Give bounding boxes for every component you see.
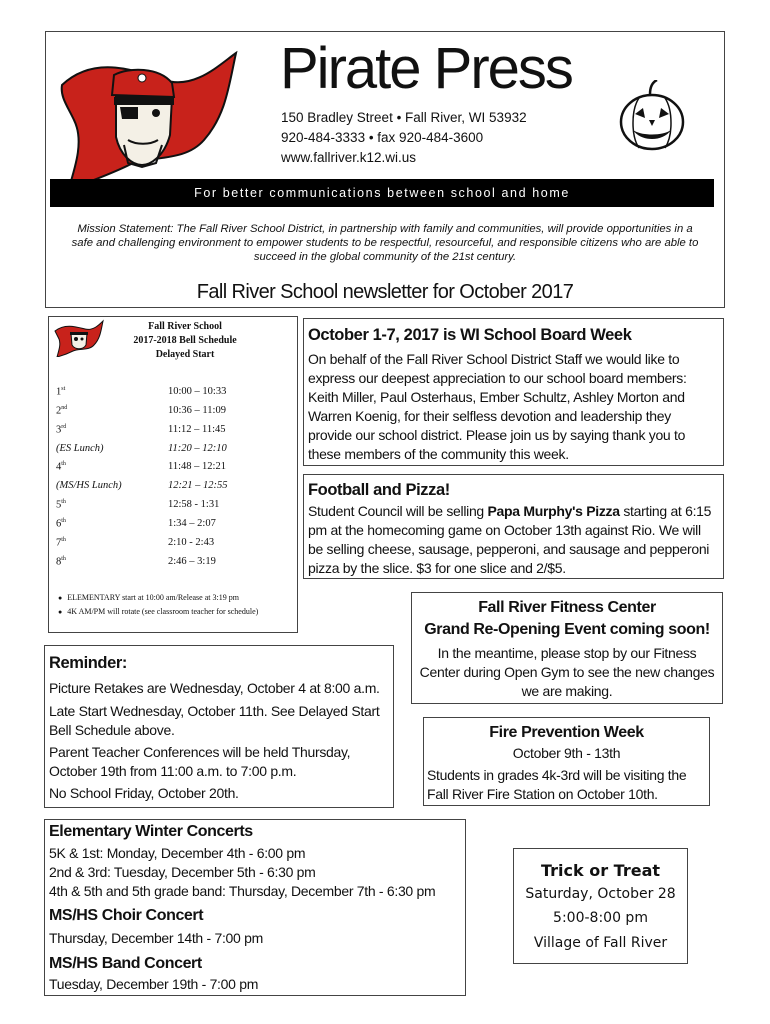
schedule-row xyxy=(56,499,286,513)
schedule-title xyxy=(110,320,260,362)
schedule-period: 5th xyxy=(56,499,66,511)
concert-line: 5K & 1st: Monday, December 4th - 6:00 pm xyxy=(49,845,306,861)
board-week-heading: October 1-7, 2017 is WI School Board Week xyxy=(308,326,632,344)
schedule-period: 3rd xyxy=(56,424,67,436)
schedule-row xyxy=(56,461,286,475)
schedule-period: 1st xyxy=(56,386,66,398)
pumpkin-icon xyxy=(617,80,687,152)
concert-line: 2nd & 3rd: Tuesday, December 5th - 6:30 pm xyxy=(49,864,316,880)
schedule-period: 6th xyxy=(56,518,66,530)
schedule-time: 2:10 - 2:43 xyxy=(168,537,215,548)
schedule-period: 4th xyxy=(56,461,66,473)
trick-or-treat-place: Village of Fall River xyxy=(533,935,668,951)
schedule-title-line: Fall River School xyxy=(148,321,222,332)
schedule-row xyxy=(56,537,286,551)
reminder-item: No School Friday, October 20th. xyxy=(49,785,239,801)
fire-heading: Fire Prevention Week xyxy=(489,724,644,741)
football-body xyxy=(308,502,718,578)
schedule-row xyxy=(56,386,286,400)
board-week-box xyxy=(303,318,724,466)
reminder-box xyxy=(44,645,394,808)
schedule-row xyxy=(56,405,286,419)
schedule-row xyxy=(56,518,286,532)
schedule-period: 2nd xyxy=(56,405,68,417)
schedule-time: 11:48 – 12:21 xyxy=(168,461,226,472)
trick-or-treat-time: 5:00-8:00 pm xyxy=(553,910,648,926)
schedule-period: (ES Lunch) xyxy=(56,443,104,454)
mission-statement: Mission Statement: The Fall River School District, in partnership with family and communities, will provide opportunities in a safe and challenging environment to empower students to be respectful, resourceful, and responsible citizens who are able to succeed in the global community of the 21st century. xyxy=(71,223,699,263)
schedule-time: 12:58 - 1:31 xyxy=(168,499,220,510)
football-body-text: Student Council will be selling xyxy=(308,503,488,519)
choir-concert-heading: MS/HS Choir Concert xyxy=(49,907,204,924)
reminder-heading: Reminder: xyxy=(49,654,127,672)
schedule-time: 11:12 – 11:45 xyxy=(168,424,226,435)
trick-or-treat-heading: Trick or Treat xyxy=(540,861,661,880)
pirate-flag-icon xyxy=(53,319,105,357)
fitness-box xyxy=(411,592,723,704)
schedule-title-line: 2017-2018 Bell Schedule xyxy=(133,335,237,346)
schedule-time: 1:34 – 2:07 xyxy=(168,518,216,529)
schedule-time: 12:21 – 12:55 xyxy=(168,480,228,491)
schedule-note: ● 4K AM/PM will rotate (see classroom teacher for schedule) xyxy=(58,607,258,616)
fire-body: Students in grades 4k-3rd will be visiting the Fall River Fire Station on October 10th. xyxy=(427,767,687,802)
schedule-time: 11:20 – 12:10 xyxy=(168,443,227,454)
schedule-note: ● ELEMENTARY start at 10:00 am/Release at 3:19 pm xyxy=(58,593,239,602)
fitness-heading: Fall River Fitness Center xyxy=(478,599,656,616)
elementary-concerts-heading: Elementary Winter Concerts xyxy=(49,823,253,840)
concert-line: 4th & 5th and 5th grade band: Thursday, December 7th - 6:30 pm xyxy=(49,883,436,899)
football-body-text: starting at 6:15 pm at the homecoming game on October 13th against Rio. We will be selling cheese, sausage, pepperoni, and sausage and pepperoni pizza by the slice. $3 for one slice and 2/$5. xyxy=(308,503,712,576)
band-concert-date: Tuesday, December 19th - 7:00 pm xyxy=(49,976,259,992)
address-line: 150 Bradley Street • Fall River, WI 53932 xyxy=(281,110,527,125)
schedule-period: 8th xyxy=(56,556,66,568)
fire-prevention-box xyxy=(423,717,710,806)
pizza-vendor: Papa Murphy's Pizza xyxy=(487,503,620,519)
schedule-period: (MS/HS Lunch) xyxy=(56,480,122,491)
reminder-item: Late Start Wednesday, October 11th. See Delayed Start Bell Schedule above. xyxy=(49,703,380,738)
football-heading: Football and Pizza! xyxy=(308,481,450,499)
band-concert-heading: MS/HS Band Concert xyxy=(49,955,202,972)
trick-or-treat-box xyxy=(513,848,688,964)
concerts-box xyxy=(44,819,466,996)
website-link[interactable]: www.fallriver.k12.wi.us xyxy=(281,150,417,165)
tagline-bar: For better communications between school and home xyxy=(50,179,714,207)
football-box xyxy=(303,474,724,579)
schedule-title-line: Delayed Start xyxy=(155,349,215,360)
fire-dates: October 9th - 13th xyxy=(512,745,621,761)
reminder-item: Picture Retakes are Wednesday, October 4 at 8:00 a.m. xyxy=(49,680,380,696)
choir-concert-date: Thursday, December 14th - 7:00 pm xyxy=(49,930,263,946)
schedule-time: 10:36 – 11:09 xyxy=(168,405,226,416)
newsletter-title: Fall River School newsletter for October 2017 xyxy=(196,281,574,303)
newsletter-masthead-title: Pirate Press xyxy=(280,36,572,101)
fitness-subheading: Grand Re-Opening Event coming soon! xyxy=(424,621,710,638)
schedule-time: 2:46 – 3:19 xyxy=(168,556,216,567)
schedule-period: 7th xyxy=(56,537,66,549)
fitness-body: In the meantime, please stop by our Fitness Center during Open Gym to see the new changes we are making. xyxy=(419,645,715,699)
phone-line: 920-484-3333 • fax 920-484-3600 xyxy=(281,130,484,145)
trick-or-treat-date: Saturday, October 28 xyxy=(525,886,676,902)
schedule-row xyxy=(56,424,286,438)
pirate-flag-icon xyxy=(54,45,240,191)
board-week-body: On behalf of the Fall River School District Staff we would like to express our deepest appreciation to our school board members: Keith Miller, Paul Osterhaus, Ember Schultz, Ashley Morton and Warren Koenig, for their selfless devotion and leadership they provide our school district. Please join us by saying thank you to these members of the community this week. xyxy=(308,351,687,462)
schedule-time: 10:00 – 10:33 xyxy=(168,386,227,397)
schedule-row xyxy=(56,443,286,457)
schedule-row xyxy=(56,556,286,570)
reminder-item: Parent Teacher Conferences will be held Thursday, October 19th from 11:00 a.m. to 7:00 p.m. xyxy=(49,744,351,779)
schedule-row xyxy=(56,480,286,494)
